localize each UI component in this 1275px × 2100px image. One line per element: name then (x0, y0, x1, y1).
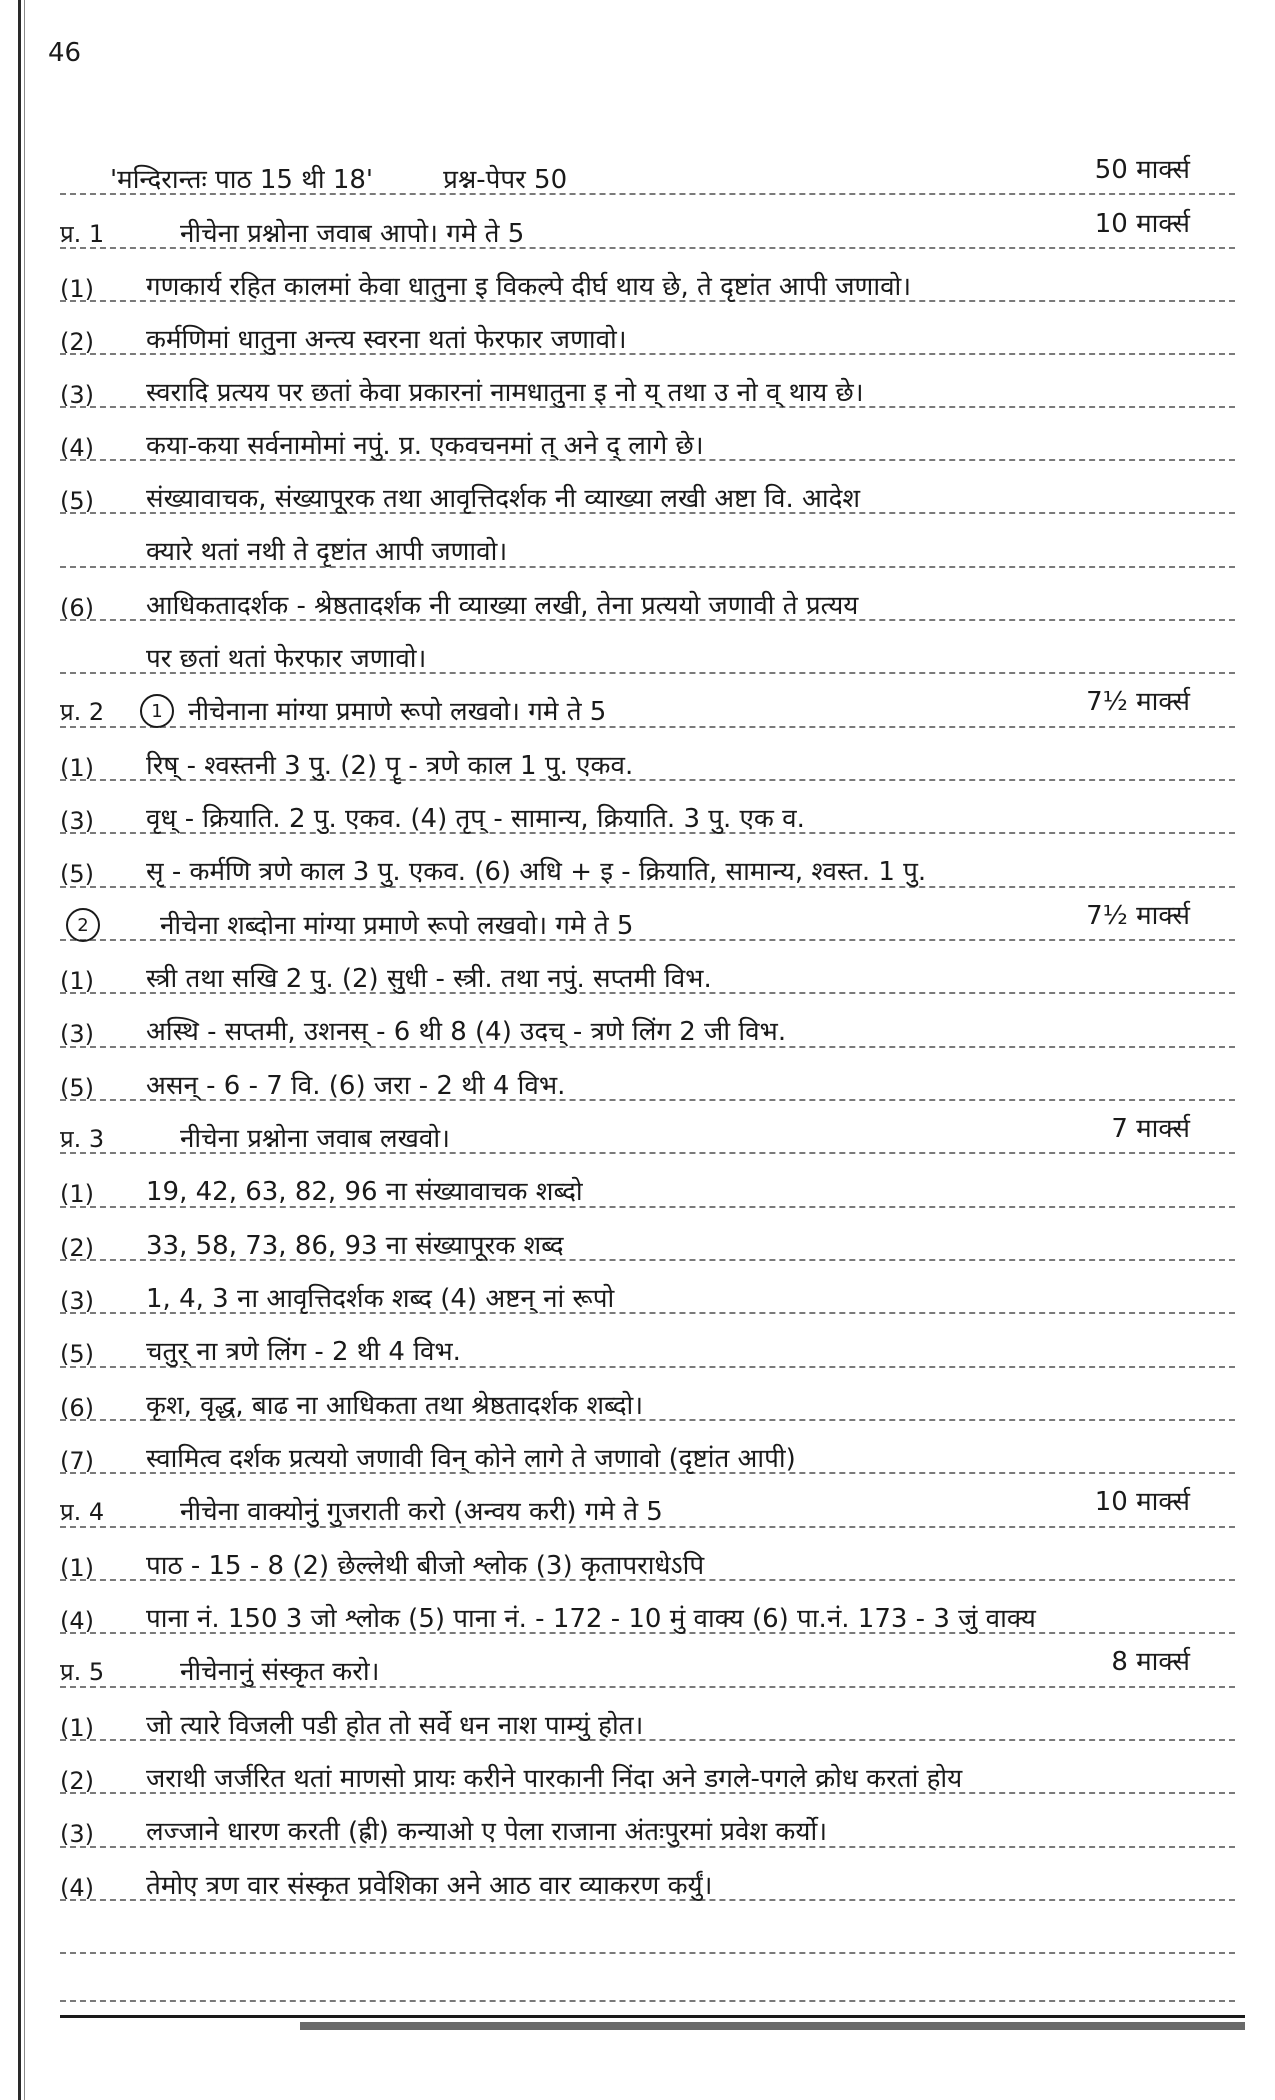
item-text: तेमोए त्रण वार संस्कृत प्रवेशिका अने आठ वार व्याकरण कर्युं। (146, 1871, 713, 1901)
question-item (60, 1046, 1235, 1102)
item-number: (1) (60, 1180, 94, 1208)
item-number: (7) (60, 1447, 94, 1475)
question-item (60, 832, 1235, 888)
question-number: प्र. 3 (60, 1125, 105, 1153)
question-item (60, 406, 1235, 462)
item-text: स्वरादि प्रत्यय पर छतां केवा प्रकारनां नामधातुना इ नो य् तथा उ नो व् थाय छे। (146, 378, 864, 408)
page-number: 46 (48, 38, 82, 68)
question-item (60, 1739, 1235, 1795)
item-text: सृ - कर्मणि त्रणे काल 3 पु. एकव. (6) अधि + इ - क्रियाति, सामान्य, श्वस्त. 1 पु. (146, 857, 927, 887)
question-2-heading (60, 672, 1235, 728)
item-text: पाठ - 15 - 8 (2) छेल्लेथी बीजो श्लोक (3) कृतापराधेऽपि (146, 1551, 705, 1581)
item-text: वृध् - क्रियाति. 2 पु. एकव. (4) तृप् - सामान्य, क्रियाति. 3 पु. एक व. (146, 804, 805, 834)
item-text: 19, 42, 63, 82, 96 ना संख्यावाचक शब्दो (146, 1177, 583, 1207)
item-text: लज्जाने धारण करती (ह्री) कन्याओ ए पेला राजाना अंतःपुरमां प्रवेश कर्यो। (146, 1817, 828, 1847)
question-item (60, 247, 1235, 303)
item-number: (6) (60, 1394, 94, 1422)
item-number: (1) (60, 1554, 94, 1582)
item-number: (4) (60, 434, 94, 462)
item-text: स्त्री तथा सखि 2 पु. (2) सुधी - स्त्री. तथा नपुं. सप्तमी विभ. (146, 964, 712, 994)
question-item (60, 512, 1235, 568)
question-number: प्र. 4 (60, 1498, 105, 1526)
item-text: जो त्यारे विजली पडी होत तो सर्वे धन नाश पाम्युं होत। (146, 1711, 644, 1741)
item-number: (1) (60, 1714, 94, 1742)
question-5-heading (60, 1632, 1235, 1688)
item-number: (3) (60, 1287, 94, 1315)
question-2-sub-heading (60, 886, 1235, 942)
question-title: नीचेना वाक्योनुं गुजराती करो (अन्वय करी) गमे ते 5 (180, 1497, 663, 1527)
question-item (60, 353, 1235, 409)
ruled-line (60, 1952, 1235, 1954)
item-text: चतुर् ना त्रणे लिंग - 2 थी 4 विभ. (146, 1337, 461, 1367)
item-text: 1, 4, 3 ना आवृत्तिदर्शक शब्द (4) अष्टन् नां रूपो (146, 1284, 615, 1314)
item-number: (3) (60, 807, 94, 835)
question-title: नीचेना प्रश्नोना जवाब लखवो। (180, 1124, 450, 1154)
item-text: स्वामित्व दर्शक प्रत्ययो जणावी विन् कोने लागे ते जणावो (दृष्टांत आपी) (146, 1444, 796, 1474)
item-text: पर छतां थतां फेरफार जणावो। (146, 644, 427, 674)
question-item (60, 1846, 1235, 1902)
item-number: (2) (60, 1234, 94, 1262)
question-item (60, 726, 1235, 782)
question-marks: 10 मार्क्स (1094, 1487, 1190, 1517)
question-item (60, 1312, 1235, 1368)
question-item (60, 779, 1235, 835)
item-number: (1) (60, 275, 94, 303)
question-item (60, 300, 1235, 356)
bottom-border (60, 2015, 1245, 2018)
item-number: (2) (60, 328, 94, 356)
item-number: (2) (60, 1767, 94, 1795)
item-text: असन् - 6 - 7 वि. (6) जरा - 2 थी 4 विभ. (146, 1071, 566, 1101)
item-text: अस्थि - सप्तमी, उशनस् - 6 थी 8 (4) उदच् - त्रणे लिंग 2 जी विभ. (146, 1017, 787, 1047)
item-text: जराथी जर्जरित थतां माणसो प्रायः करीने पारकानी निंदा अने डगले-पगले क्रोध करतां होय (146, 1764, 963, 1794)
item-number: (6) (60, 594, 94, 622)
question-item (60, 1259, 1235, 1315)
item-text: रिष् - श्वस्तनी 3 पु. (2) पॄ - त्रणे काल 1 पु. एकव. (146, 751, 634, 781)
question-item (60, 939, 1235, 995)
item-text: कया-कया सर्वनामोमां नपुं. प्र. एकवचनमां त् अने द् लागे छे। (146, 431, 704, 461)
item-text: संख्यावाचक, संख्यापूरक तथा आवृत्तिदर्शक नी व्याख्या लखी अष्टा वि. आदेश (146, 484, 861, 514)
ruled-line (60, 2000, 1235, 2002)
question-title: नीचेना प्रश्नोना जवाब आपो। गमे ते 5 (180, 219, 525, 249)
exam-header (60, 140, 1235, 196)
question-3-heading (60, 1099, 1235, 1155)
sub-question-marker: 2 (66, 908, 100, 942)
question-title: नीचेना शब्दोना मांग्या प्रमाणे रूपो लखवो। गमे ते 5 (160, 911, 634, 941)
question-item (60, 992, 1235, 1048)
item-text: क्यारे थतां नथी ते दृष्टांत आपी जणावो। (146, 537, 508, 567)
question-number: प्र. 5 (60, 1658, 105, 1686)
question-4-heading (60, 1472, 1235, 1528)
question-item (60, 1579, 1235, 1635)
item-number: (5) (60, 1340, 94, 1368)
item-number: (1) (60, 754, 94, 782)
question-item (60, 1366, 1235, 1422)
question-marks: 7½ मार्क्स (1086, 687, 1190, 717)
binding-edge-shadow (24, 0, 25, 2100)
question-item (60, 619, 1235, 675)
question-item (60, 1152, 1235, 1208)
item-number: (3) (60, 1820, 94, 1848)
item-number: (4) (60, 1874, 94, 1902)
question-item (60, 566, 1235, 622)
question-item (60, 459, 1235, 515)
question-title: नीचेनानुं संस्कृत करो। (180, 1657, 380, 1687)
item-number: (3) (60, 1020, 94, 1048)
question-item (60, 1206, 1235, 1262)
item-text: आधिकतादर्शक - श्रेष्ठतादर्शक नी व्याख्या लखी, तेना प्रत्ययो जणावी ते प्रत्यय (146, 591, 859, 621)
item-text: 33, 58, 73, 86, 93 ना संख्यापूरक शब्द (146, 1231, 564, 1261)
question-marks: 7 मार्क्स (1111, 1114, 1190, 1144)
question-item (60, 1526, 1235, 1582)
bottom-shadow (300, 2022, 1245, 2030)
question-marks: 10 मार्क्स (1094, 209, 1190, 239)
question-marks: 8 मार्क्स (1111, 1647, 1190, 1677)
question-1-heading (60, 194, 1235, 250)
item-text: पाना नं. 150 3 जो श्लोक (5) पाना नं. - 172 - 10 मुं वाक्य (6) पा.नं. 173 - 3 जुं वाक्य (146, 1604, 1036, 1634)
item-number: (4) (60, 1607, 94, 1635)
question-number: प्र. 2 (60, 698, 105, 726)
question-title: नीचेनाना मांग्या प्रमाणे रूपो लखवो। गमे ते 5 (188, 697, 607, 727)
paper-label: प्रश्न-पेपर 50 (443, 165, 568, 195)
sub-question-marker: 1 (140, 694, 174, 728)
item-number: (5) (60, 487, 94, 515)
question-item (60, 1419, 1235, 1475)
item-text: गणकार्य रहित कालमां केवा धातुना इ विकल्पे दीर्घ थाय छे, ते दृष्टांत आपी जणावो। (146, 272, 912, 302)
exam-title: 'मन्दिरान्तः पाठ 15 थी 18' (110, 165, 374, 195)
item-number: (1) (60, 967, 94, 995)
binding-edge (18, 0, 21, 2100)
item-number: (5) (60, 860, 94, 888)
question-marks: 7½ मार्क्स (1086, 901, 1190, 931)
item-number: (5) (60, 1074, 94, 1102)
item-text: कृश, वृद्ध, बाढ ना आधिकता तथा श्रेष्ठतादर्शक शब्दो। (146, 1391, 644, 1421)
question-item (60, 1792, 1235, 1848)
item-text: कर्मणिमां धातुना अन्त्य स्वरना थतां फेरफार जणावो। (146, 325, 627, 355)
item-number: (3) (60, 381, 94, 409)
question-item (60, 1686, 1235, 1742)
question-number: प्र. 1 (60, 220, 105, 248)
total-marks: 50 मार्क्स (1094, 155, 1190, 185)
